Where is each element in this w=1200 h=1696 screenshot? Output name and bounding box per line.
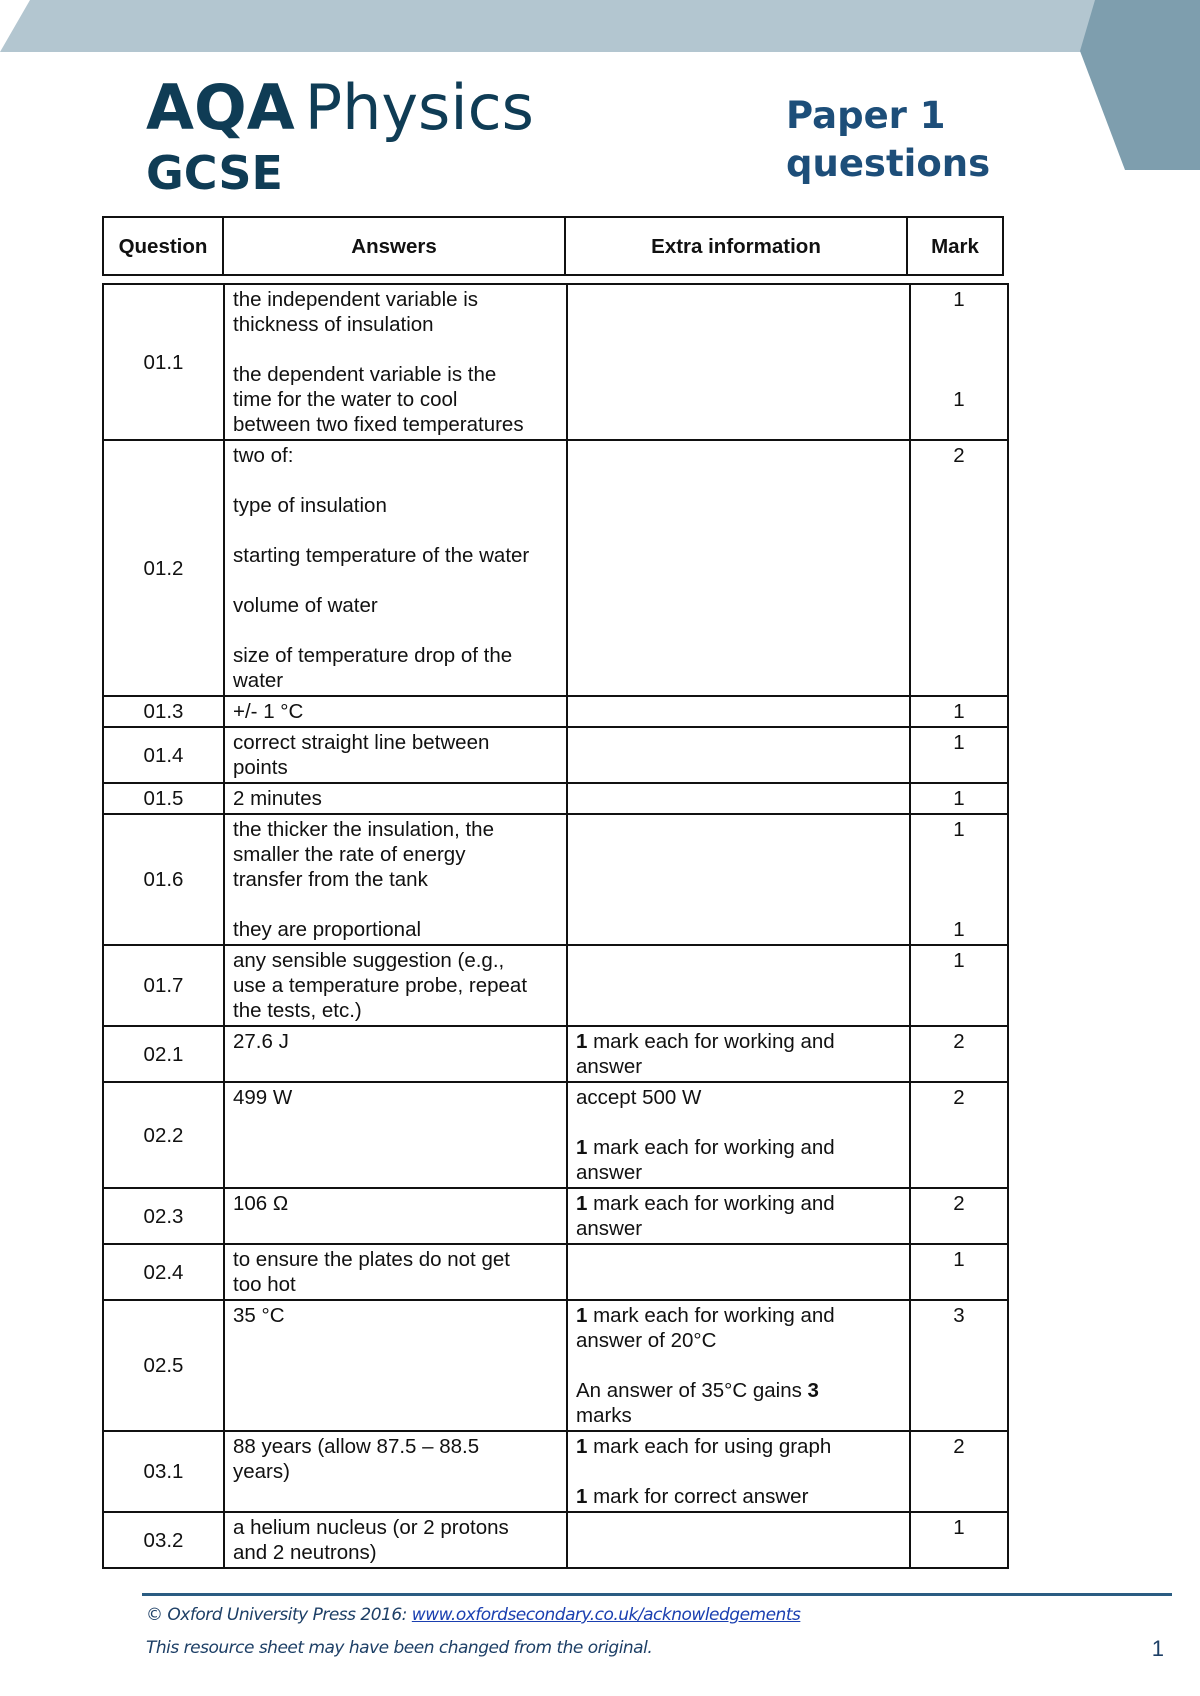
question-number: 03.2 [103, 1512, 224, 1568]
cell-line: 2 [953, 444, 965, 467]
mark-cell [910, 945, 1008, 1026]
answer-cell [224, 727, 567, 783]
answer-cell [224, 1431, 567, 1512]
cell-line: 2 [953, 1030, 965, 1053]
cell-line: 3 [953, 1304, 965, 1327]
cell-line: correct straight line between [233, 731, 490, 754]
cell-line: 1 [953, 1516, 965, 1539]
table-row [103, 696, 1008, 727]
line-gap [919, 892, 999, 917]
cell-line: water [233, 669, 284, 692]
cell-line: 1 [953, 918, 965, 941]
cell-line: the independent variable is [233, 288, 479, 311]
line-gap [233, 618, 558, 643]
cell-line: to ensure the plates do not get [233, 1248, 510, 1271]
mark-cell [910, 1300, 1008, 1431]
mark-cell [910, 696, 1008, 727]
answer-cell [224, 1026, 567, 1082]
header-answers: Answers [223, 217, 565, 275]
cell-line: a helium nucleus (or 2 protons [233, 1516, 509, 1539]
footer-notice: This resource sheet may have been changed from the original. [146, 1638, 653, 1658]
extra-info-cell [567, 783, 910, 814]
table-row [103, 1512, 1008, 1568]
line-gap [919, 362, 999, 387]
extra-info-cell [567, 1512, 910, 1568]
mark-cell [910, 1512, 1008, 1568]
extra-info-cell [567, 284, 910, 440]
cell-line: 1 [953, 1248, 965, 1271]
answer-cell [224, 440, 567, 696]
line-gap [576, 1353, 901, 1378]
question-number: 01.3 [103, 696, 224, 727]
cell-line: 2 [953, 1192, 965, 1215]
table-row [103, 1026, 1008, 1082]
cell-line: use a temperature probe, repeat [233, 974, 528, 997]
level-name: GCSE [146, 146, 283, 200]
cell-line: 88 years (allow 87.5 – 88.5 [233, 1435, 480, 1458]
cell-line: 27.6 J [233, 1030, 289, 1053]
cell-line: 1 [953, 949, 965, 972]
cell-line: 35 °C [233, 1304, 285, 1327]
document-title-line1: Paper 1 [786, 94, 946, 137]
cell-line: 1 [953, 731, 965, 754]
answer-cell [224, 1244, 567, 1300]
mark-cell [910, 1244, 1008, 1300]
cell-line: answer [576, 1161, 643, 1184]
mark-scheme-header [102, 216, 1004, 276]
answer-cell [224, 284, 567, 440]
table-row [103, 1300, 1008, 1431]
answer-cell [224, 814, 567, 945]
question-number: 03.1 [103, 1431, 224, 1512]
question-number: 01.1 [103, 284, 224, 440]
line-gap [919, 842, 999, 867]
cell-line: 1 [953, 700, 965, 723]
cell-line: 2 minutes [233, 787, 322, 810]
line-gap [919, 867, 999, 892]
question-number: 02.1 [103, 1026, 224, 1082]
extra-info-cell [567, 1026, 910, 1082]
answer-cell [224, 783, 567, 814]
question-number: 01.4 [103, 727, 224, 783]
mark-cell [910, 440, 1008, 696]
cell-line: marks [576, 1404, 632, 1427]
extra-info-cell [567, 727, 910, 783]
cell-line: 1 [953, 787, 965, 810]
subject-name: Physics [304, 71, 534, 144]
cell-line: 1 mark for correct answer [576, 1485, 809, 1508]
extra-info-cell [567, 814, 910, 945]
cell-line: 1 mark each for working and [576, 1136, 835, 1159]
answer-cell [224, 945, 567, 1026]
table-row [103, 814, 1008, 945]
page-number: 1 [1151, 1636, 1164, 1661]
exam-board-name: AQA [146, 71, 295, 144]
document-title-line2: questions [786, 142, 991, 185]
question-number: 02.4 [103, 1244, 224, 1300]
cell-line: 2 [953, 1086, 965, 1109]
mark-cell [910, 814, 1008, 945]
line-gap [919, 312, 999, 337]
cell-line: 1 mark each for using graph [576, 1435, 832, 1458]
table-row [103, 440, 1008, 696]
extra-info-cell [567, 1431, 910, 1512]
cell-line: 499 W [233, 1086, 293, 1109]
cell-line: 1 [953, 388, 965, 411]
mark-scheme-rows [103, 284, 1008, 1568]
mark-scheme-table [102, 283, 1009, 1569]
cell-line: and 2 neutrons) [233, 1541, 377, 1564]
table-row [103, 1188, 1008, 1244]
cell-line: size of temperature drop of the [233, 644, 513, 667]
question-number: 01.5 [103, 783, 224, 814]
answer-cell [224, 1512, 567, 1568]
cell-line: 1 mark each for working and [576, 1192, 835, 1215]
extra-info-cell [567, 1188, 910, 1244]
extra-info-cell [567, 1244, 910, 1300]
mark-cell [910, 284, 1008, 440]
cell-line: accept 500 W [576, 1086, 702, 1109]
table-row [103, 727, 1008, 783]
cell-line: they are proportional [233, 918, 422, 941]
cell-line: thickness of insulation [233, 313, 434, 336]
cell-line: points [233, 756, 288, 779]
extra-info-cell [567, 696, 910, 727]
cell-line: 1 [953, 288, 965, 311]
cell-line: 1 [953, 818, 965, 841]
footer-copyright [146, 1605, 800, 1625]
cell-line: type of insulation [233, 494, 387, 517]
question-number: 02.5 [103, 1300, 224, 1431]
cell-line: the dependent variable is the [233, 363, 497, 386]
cell-line: answer [576, 1055, 643, 1078]
header-extra-information: Extra information [565, 217, 907, 275]
line-gap [576, 1459, 901, 1484]
brand-logo [146, 72, 534, 202]
cell-line: starting temperature of the water [233, 544, 530, 567]
question-number: 02.2 [103, 1082, 224, 1188]
line-gap [233, 468, 558, 493]
line-gap [233, 892, 558, 917]
cell-line: time for the water to cool [233, 388, 458, 411]
table-row [103, 284, 1008, 440]
line-gap [233, 518, 558, 543]
cell-line: 2 [953, 1435, 965, 1458]
cell-line: any sensible suggestion (e.g., [233, 949, 505, 972]
mark-cell [910, 1431, 1008, 1512]
extra-info-cell [567, 440, 910, 696]
cell-line: An answer of 35°C gains 3 [576, 1379, 819, 1402]
header-banner [0, 0, 1200, 52]
table-row [103, 783, 1008, 814]
cell-line: years) [233, 1460, 290, 1483]
cell-line: between two fixed temperatures [233, 413, 524, 436]
extra-info-cell [567, 1300, 910, 1431]
header-corner-tab [1080, 0, 1200, 170]
table-row [103, 945, 1008, 1026]
mark-cell [910, 1082, 1008, 1188]
copyright-text: © Oxford University Press 2016: [146, 1605, 412, 1625]
mark-cell [910, 1188, 1008, 1244]
extra-info-cell [567, 1082, 910, 1188]
cell-line: 1 mark each for working and [576, 1304, 835, 1327]
cell-line: too hot [233, 1273, 296, 1296]
cell-line: smaller the rate of energy [233, 843, 466, 866]
question-number: 01.7 [103, 945, 224, 1026]
answer-cell [224, 1300, 567, 1431]
extra-info-cell [567, 945, 910, 1026]
line-gap [233, 337, 558, 362]
cell-line: answer [576, 1217, 643, 1240]
answer-cell [224, 696, 567, 727]
mark-cell [910, 783, 1008, 814]
cell-line: 1 mark each for working and [576, 1030, 835, 1053]
acknowledgements-link[interactable]: www.oxfordsecondary.co.uk/acknowledgements [411, 1605, 801, 1625]
cell-line: transfer from the tank [233, 868, 428, 891]
answer-cell [224, 1082, 567, 1188]
footer-divider [142, 1593, 1172, 1596]
cell-line: the tests, etc.) [233, 999, 362, 1022]
question-number: 02.3 [103, 1188, 224, 1244]
header-question: Question [103, 217, 223, 275]
cell-line: answer of 20°C [576, 1329, 717, 1352]
line-gap [576, 1110, 901, 1135]
cell-line: +/- 1 °C [233, 700, 304, 723]
mark-cell [910, 1026, 1008, 1082]
header-mark: Mark [907, 217, 1003, 275]
question-number: 01.2 [103, 440, 224, 696]
table-row [103, 1244, 1008, 1300]
cell-line: the thicker the insulation, the [233, 818, 494, 841]
table-row [103, 1082, 1008, 1188]
table-row [103, 1431, 1008, 1512]
question-number: 01.6 [103, 814, 224, 945]
line-gap [919, 337, 999, 362]
cell-line: two of: [233, 444, 294, 467]
cell-line: 106 Ω [233, 1192, 289, 1215]
mark-cell [910, 727, 1008, 783]
answer-cell [224, 1188, 567, 1244]
line-gap [233, 568, 558, 593]
document-title [786, 92, 990, 188]
cell-line: volume of water [233, 594, 378, 617]
